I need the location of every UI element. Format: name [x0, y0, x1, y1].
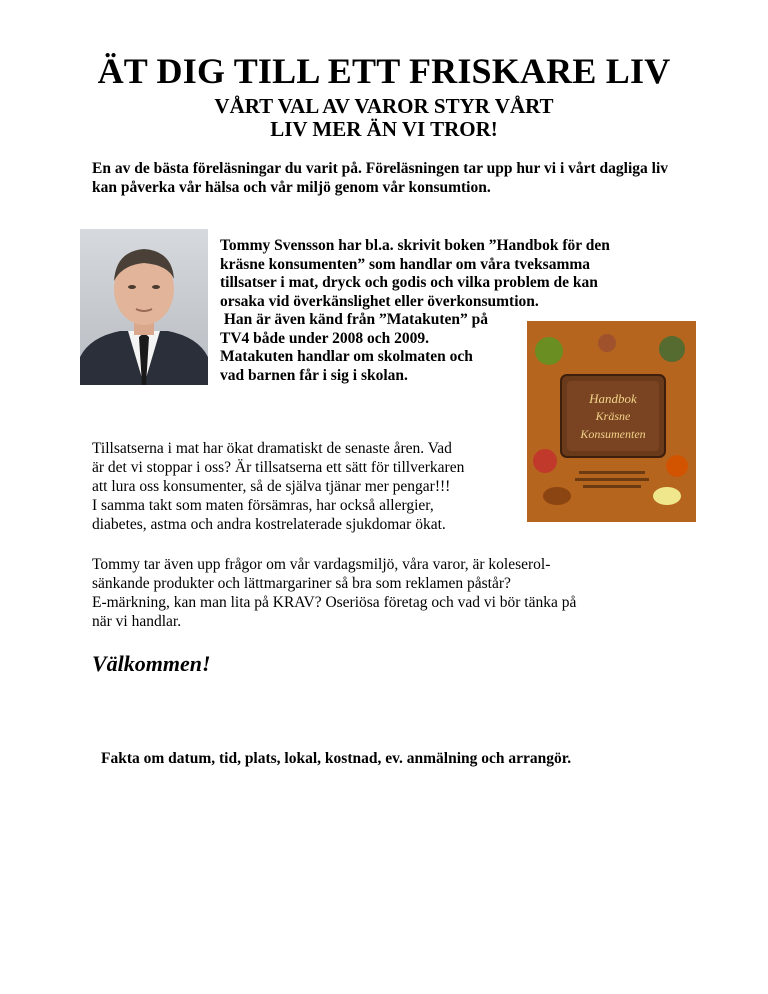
subtitle-line-1: VÅRT VAL AV VAROR STYR VÅRT — [214, 94, 554, 118]
environment-line: E-märkning, kan man lita på KRAV? Oseriösa företag och vad vi bör tänka på — [92, 594, 577, 611]
bio-line: Han är även känd från ”Matakuten” på — [220, 311, 488, 328]
bio-line: Matakuten handlar om skolmaten och — [220, 348, 473, 365]
bio-line: Tommy Svensson har bl.a. skrivit boken ”Handbok för den — [220, 237, 610, 254]
welcome-heading: Välkommen! — [92, 651, 211, 676]
bio-line: TV4 både under 2008 och 2009. — [220, 329, 429, 347]
speaker-portrait — [80, 229, 208, 385]
additives-line: diabetes, astma och andra kostrelaterade sjukdomar ökat. — [92, 516, 446, 533]
book-title-line-1: Handbok — [589, 391, 637, 406]
page-title: ÄT DIG TILL ETT FRISKARE LIV — [97, 51, 671, 91]
additives-line: I samma takt som maten försämras, har också allergier, — [92, 497, 434, 514]
intro-paragraph: En av de bästa föreläsningar du varit på. Föreläsningen tar upp hur vi i vårt dagliga liv kan påverka vår hälsa och vår miljö genom vår konsumtion. — [92, 160, 669, 196]
portrait-image — [80, 229, 208, 385]
book-illustration — [527, 321, 696, 522]
bio-line: vad barnen får i sig i skolan. — [220, 366, 408, 384]
additives-line: Tillsatserna i mat har ökat dramatiskt de senaste åren. Vad — [92, 440, 452, 457]
subtitle-line-2: LIV MER ÄN VI TROR! — [270, 117, 498, 141]
book-title-line-3: Konsumenten — [580, 427, 646, 441]
bio-line: kräsne konsumenten” som handlar om våra tveksamma — [220, 255, 591, 273]
book-title-line-2: Kräsne — [595, 409, 631, 423]
bio-line: tillsatser i mat, dryck och godis och vilka problem de kan — [220, 274, 598, 291]
additives-line: att lura oss konsumenter, så de själva tjänar mer pengar!!! — [92, 478, 451, 495]
environment-line: när vi handlar. — [92, 613, 182, 630]
additives-line: är det vi stoppar i oss? Är tillsatserna ett sätt för tillverkaren — [92, 459, 465, 476]
bio-line: orsaka vid överkänslighet eller överkonsumtion. — [220, 292, 539, 310]
environment-line: sänkande produkter och lättmargariner så bra som reklamen påstår? — [92, 575, 511, 592]
environment-line: Tommy tar även upp frågor om vår vardagsmiljö, våra varor, är koleserol- — [92, 556, 551, 573]
facts-line: Fakta om datum, tid, plats, lokal, kostnad, ev. anmälning och arrangör. — [101, 750, 572, 767]
book-cover-image — [527, 321, 696, 522]
